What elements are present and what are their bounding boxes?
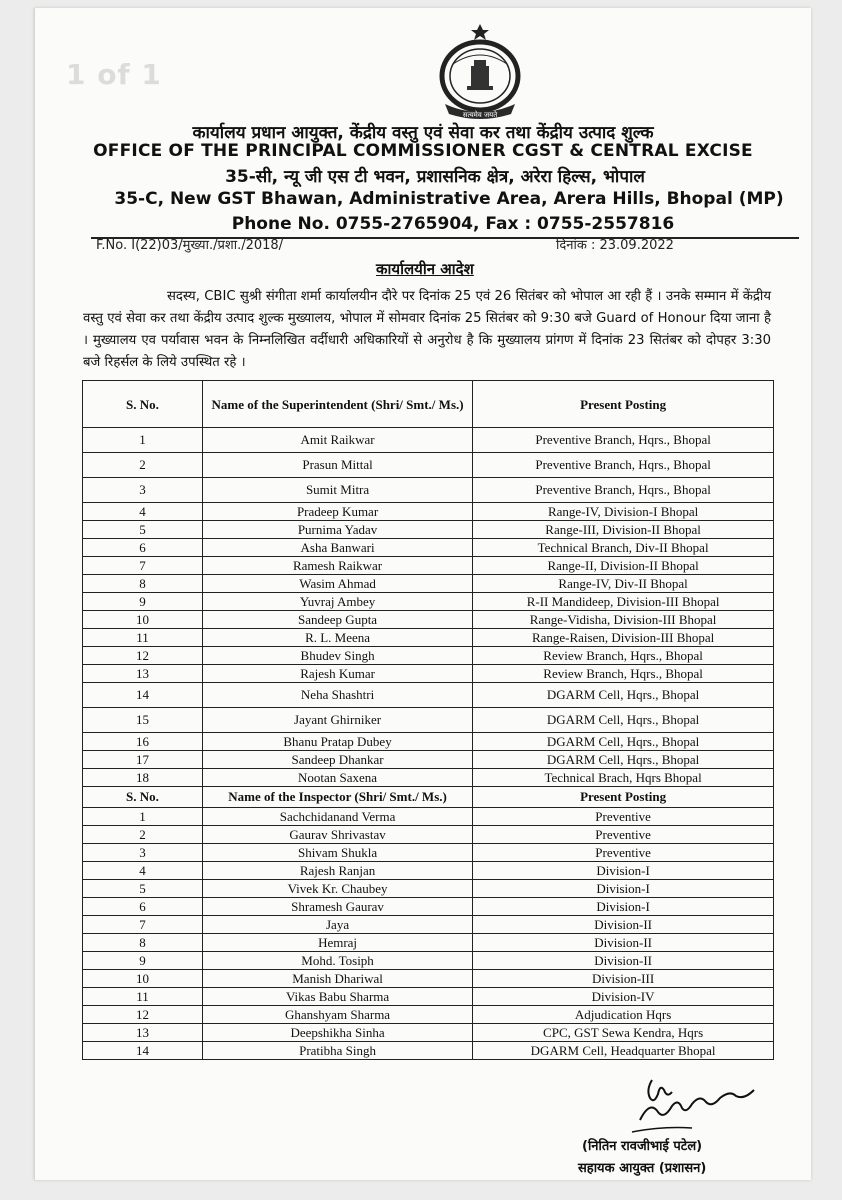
superintendent-sno-cell: 9	[83, 593, 203, 611]
address-english: 35-C, New GST Bhawan, Administrative Area, Arera Hills, Bhopal (MP)	[114, 189, 784, 209]
superintendent-sno-cell: 8	[83, 575, 203, 593]
superintendent-posting-cell: Review Branch, Hqrs., Bhopal	[473, 665, 774, 683]
superintendent-row	[83, 769, 774, 787]
superintendent-row	[83, 611, 774, 629]
superintendent-name-cell: Ramesh Raikwar	[202, 557, 472, 575]
phone-fax: Phone No. 0755-2765904, Fax : 0755-2557816	[231, 214, 675, 234]
inspector-name-cell: Pratibha Singh	[202, 1042, 472, 1060]
superintendent-name-cell: Sumit Mitra	[202, 478, 472, 503]
superintendent-row	[83, 708, 774, 733]
superintendent-sno-cell: 4	[83, 503, 203, 521]
order-body: सदस्य, CBIC सुश्री संगीता शर्मा कार्यालयीन दौरे पर दिनांक 25 एवं 26 सितंबर को भोपाल आ रही हैं । उनके सम्मान में केंद्रीय वस्तु एवं सेवा कर तथा केंद्रीय उत्पाद शुल्क मुख्यालय, भोपाल में सोमवार दिनांक 25 सितंबर को 9:30 बजे Guard of Honour दिया जाना है । मुख्यालय एव पर्यावास भवन के निम्नलिखित वर्दीधारी अधिकारियों से अनुरोध है कि मुख्यालय प्रांगण में दिनांक 23 सितंबर को दोपहर 3:30 बजे रिहर्सल के लिये उपस्थित रहे ।	[83, 289, 771, 370]
inspector-posting-cell: Division-III	[473, 970, 774, 988]
superintendent-sno-cell: 5	[83, 521, 203, 539]
inspector-sno-cell: 1	[83, 808, 203, 826]
inspector-name-cell: Mohd. Tosiph	[202, 952, 472, 970]
inspector-posting-cell: CPC, GST Sewa Kendra, Hqrs	[473, 1024, 774, 1042]
header-present-posting-inspector: Present Posting	[473, 787, 774, 808]
superintendent-posting-cell: Preventive Branch, Hqrs., Bhopal	[473, 428, 774, 453]
inspector-sno-cell: 10	[83, 970, 203, 988]
superintendent-posting-cell: Technical Branch, Div-II Bhopal	[473, 539, 774, 557]
inspector-row	[83, 934, 774, 952]
header-inspector-name: Name of the Inspector (Shri/ Smt./ Ms.)	[202, 787, 472, 808]
header-superintendent-name: Name of the Superintendent (Shri/ Smt./ Ms.)	[202, 381, 472, 428]
superintendent-posting-cell: Preventive Branch, Hqrs., Bhopal	[473, 478, 774, 503]
inspector-posting-cell: Division-II	[473, 934, 774, 952]
inspector-sno-cell: 9	[83, 952, 203, 970]
inspector-sno-cell: 5	[83, 880, 203, 898]
inspector-row	[83, 880, 774, 898]
inspector-posting-cell: Preventive	[473, 844, 774, 862]
superintendent-row	[83, 428, 774, 453]
inspector-posting-cell: Division-I	[473, 880, 774, 898]
inspector-posting-cell: Preventive	[473, 826, 774, 844]
superintendent-sno-cell: 2	[83, 453, 203, 478]
superintendent-name-cell: Neha Shashtri	[202, 683, 472, 708]
superintendent-row	[83, 521, 774, 539]
inspector-row	[83, 862, 774, 880]
signatory-designation: सहायक आयुक्त (प्रशासन)	[578, 1161, 707, 1176]
inspector-sno-cell: 7	[83, 916, 203, 934]
inspector-row	[83, 952, 774, 970]
inspector-header-row	[83, 787, 774, 808]
inspector-name-cell: Gaurav Shrivastav	[202, 826, 472, 844]
superintendent-name-cell: Pradeep Kumar	[202, 503, 472, 521]
signatory-name: (नितिन रावजीभाई पटेल)	[582, 1139, 703, 1154]
superintendent-header-row	[83, 381, 774, 428]
superintendent-posting-cell: R-II Mandideep, Division-III Bhopal	[473, 593, 774, 611]
superintendent-row	[83, 683, 774, 708]
office-title-hindi: कार्यालय प्रधान आयुक्त, केंद्रीय वस्तु एवं सेवा कर तथा केंद्रीय उत्पाद शुल्क	[192, 123, 654, 143]
inspector-name-cell: Vivek Kr. Chaubey	[202, 880, 472, 898]
superintendent-name-cell: Wasim Ahmad	[202, 575, 472, 593]
inspector-sno-cell: 2	[83, 826, 203, 844]
inspector-row	[83, 808, 774, 826]
header-sno: S. No.	[83, 381, 203, 428]
superintendent-row	[83, 539, 774, 557]
superintendent-posting-cell: DGARM Cell, Hqrs., Bhopal	[473, 733, 774, 751]
superintendent-posting-cell: Range-IV, Div-II Bhopal	[473, 575, 774, 593]
superintendent-sno-cell: 16	[83, 733, 203, 751]
superintendent-sno-cell: 11	[83, 629, 203, 647]
superintendent-name-cell: Bhanu Pratap Dubey	[202, 733, 472, 751]
inspector-name-cell: Shivam Shukla	[202, 844, 472, 862]
order-title: कार्यालयीन आदेश	[376, 260, 474, 278]
inspector-posting-cell: Division-I	[473, 862, 774, 880]
inspector-sno-cell: 6	[83, 898, 203, 916]
header-sno-inspector: S. No.	[83, 787, 203, 808]
inspector-posting-cell: Adjudication Hqrs	[473, 1006, 774, 1024]
inspector-row	[83, 1042, 774, 1060]
superintendent-row	[83, 593, 774, 611]
inspector-sno-cell: 14	[83, 1042, 203, 1060]
superintendent-posting-cell: Range-Raisen, Division-III Bhopal	[473, 629, 774, 647]
inspector-name-cell: Vikas Babu Sharma	[202, 988, 472, 1006]
superintendent-name-cell: Bhudev Singh	[202, 647, 472, 665]
superintendent-posting-cell: DGARM Cell, Hqrs., Bhopal	[473, 683, 774, 708]
superintendent-sno-cell: 14	[83, 683, 203, 708]
inspector-row	[83, 826, 774, 844]
address-hindi: 35-सी, न्यू जी एस टी भवन, प्रशासनिक क्षेत्र, अरेरा हिल्स, भोपाल	[225, 167, 645, 187]
inspector-row	[83, 898, 774, 916]
svg-text:सत्यमेव जयते: सत्यमेव जयते	[462, 111, 498, 119]
superintendent-name-cell: Sandeep Dhankar	[202, 751, 472, 769]
superintendent-sno-cell: 7	[83, 557, 203, 575]
superintendent-posting-cell: DGARM Cell, Hqrs., Bhopal	[473, 751, 774, 769]
superintendent-sno-cell: 3	[83, 478, 203, 503]
inspector-posting-cell: Preventive	[473, 808, 774, 826]
superintendent-row	[83, 733, 774, 751]
superintendent-name-cell: Amit Raikwar	[202, 428, 472, 453]
inspector-sno-cell: 12	[83, 1006, 203, 1024]
inspector-name-cell: Shramesh Gaurav	[202, 898, 472, 916]
superintendent-name-cell: Rajesh Kumar	[202, 665, 472, 683]
cbic-emblem-logo	[423, 20, 537, 124]
superintendent-row	[83, 665, 774, 683]
superintendent-name-cell: Jayant Ghirniker	[202, 708, 472, 733]
inspector-row	[83, 916, 774, 934]
header-present-posting: Present Posting	[473, 381, 774, 428]
inspector-row	[83, 1024, 774, 1042]
inspector-sno-cell: 3	[83, 844, 203, 862]
inspector-posting-cell: Division-I	[473, 898, 774, 916]
inspector-name-cell: Ghanshyam Sharma	[202, 1006, 472, 1024]
superintendent-sno-cell: 13	[83, 665, 203, 683]
superintendent-name-cell: Nootan Saxena	[202, 769, 472, 787]
inspector-posting-cell: Division-IV	[473, 988, 774, 1006]
inspector-sno-cell: 4	[83, 862, 203, 880]
inspector-name-cell: Manish Dhariwal	[202, 970, 472, 988]
superintendent-name-cell: Yuvraj Ambey	[202, 593, 472, 611]
inspector-posting-cell: Division-II	[473, 952, 774, 970]
superintendent-row	[83, 575, 774, 593]
inspector-row	[83, 988, 774, 1006]
superintendent-posting-cell: Range-Vidisha, Division-III Bhopal	[473, 611, 774, 629]
superintendent-name-cell: Purnima Yadav	[202, 521, 472, 539]
superintendent-name-cell: Sandeep Gupta	[202, 611, 472, 629]
superintendent-posting-cell: Range-IV, Division-I Bhopal	[473, 503, 774, 521]
superintendent-name-cell: R. L. Meena	[202, 629, 472, 647]
superintendent-row	[83, 751, 774, 769]
inspector-name-cell: Hemraj	[202, 934, 472, 952]
inspector-name-cell: Rajesh Ranjan	[202, 862, 472, 880]
order-date: दिनांक : 23.09.2022	[556, 238, 674, 253]
superintendent-sno-cell: 6	[83, 539, 203, 557]
superintendent-row	[83, 629, 774, 647]
superintendent-sno-cell: 17	[83, 751, 203, 769]
file-number: F.No. I(22)03/मुख्या./प्रशा./2018/	[96, 238, 284, 253]
superintendent-posting-cell: Technical Brach, Hqrs Bhopal	[473, 769, 774, 787]
inspector-sno-cell: 8	[83, 934, 203, 952]
superintendent-sno-cell: 1	[83, 428, 203, 453]
superintendent-posting-cell: Range-II, Division-II Bhopal	[473, 557, 774, 575]
inspector-name-cell: Sachchidanand Verma	[202, 808, 472, 826]
superintendent-name-cell: Prasun Mittal	[202, 453, 472, 478]
superintendent-row	[83, 478, 774, 503]
officer-roster-table	[82, 380, 774, 1060]
superintendent-row	[83, 503, 774, 521]
superintendent-row	[83, 647, 774, 665]
superintendent-posting-cell: Preventive Branch, Hqrs., Bhopal	[473, 453, 774, 478]
inspector-row	[83, 1006, 774, 1024]
superintendent-row	[83, 453, 774, 478]
inspector-sno-cell: 11	[83, 988, 203, 1006]
page-indicator: 1 of 1	[66, 58, 162, 91]
superintendent-posting-cell: DGARM Cell, Hqrs., Bhopal	[473, 708, 774, 733]
superintendent-row	[83, 557, 774, 575]
superintendent-sno-cell: 10	[83, 611, 203, 629]
inspector-row	[83, 970, 774, 988]
inspector-name-cell: Deepshikha Sinha	[202, 1024, 472, 1042]
superintendent-posting-cell: Review Branch, Hqrs., Bhopal	[473, 647, 774, 665]
superintendent-sno-cell: 12	[83, 647, 203, 665]
inspector-row	[83, 844, 774, 862]
inspector-posting-cell: DGARM Cell, Headquarter Bhopal	[473, 1042, 774, 1060]
superintendent-sno-cell: 18	[83, 769, 203, 787]
inspector-sno-cell: 13	[83, 1024, 203, 1042]
inspector-name-cell: Jaya	[202, 916, 472, 934]
office-title-english: OFFICE OF THE PRINCIPAL COMMISSIONER CGST & CENTRAL EXCISE	[93, 141, 753, 161]
superintendent-sno-cell: 15	[83, 708, 203, 733]
superintendent-name-cell: Asha Banwari	[202, 539, 472, 557]
superintendent-posting-cell: Range-III, Division-II Bhopal	[473, 521, 774, 539]
inspector-posting-cell: Division-II	[473, 916, 774, 934]
